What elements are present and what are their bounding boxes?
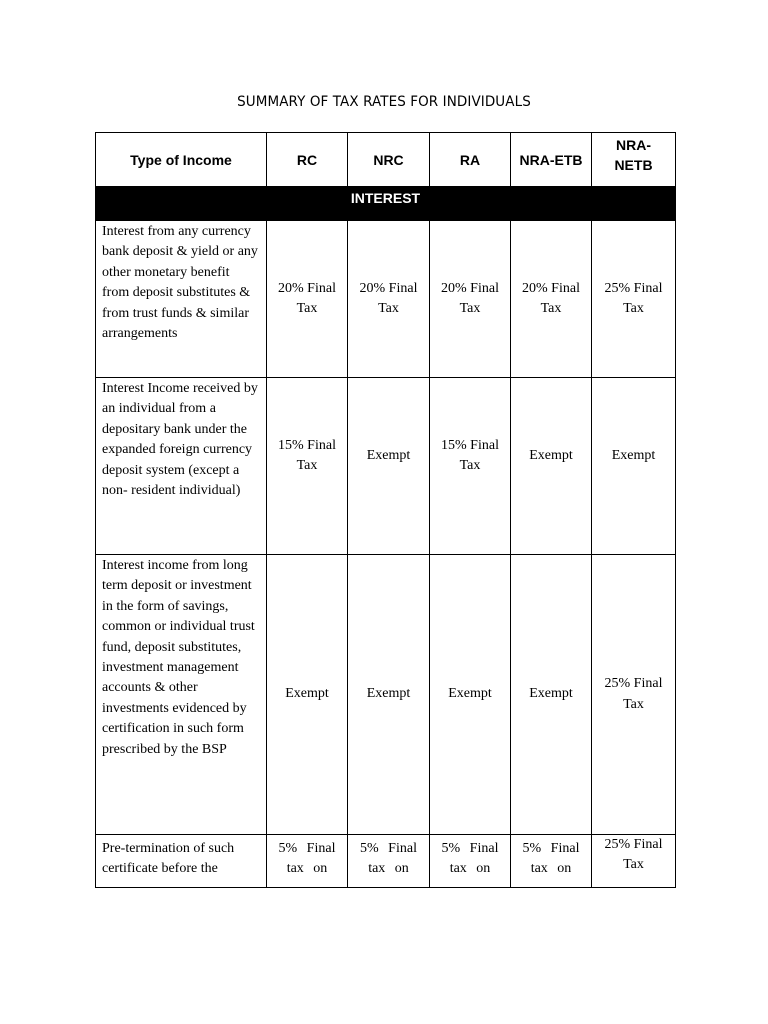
rate-value: Exempt xyxy=(285,686,329,702)
rate-cell-nra-netb xyxy=(592,555,676,835)
rate-value: Exempt xyxy=(448,686,492,702)
rate-value: 20% Final Tax xyxy=(278,280,336,316)
rate-cell-nra-netb xyxy=(592,835,676,888)
rate-cell-rc xyxy=(267,221,348,378)
income-type-cell: Interest income from long term deposit or investment in the form of savings, common or individual trust fund, deposit substitutes, investment management accounts & other investments evidenced by certification in such form prescribed by the BSP xyxy=(96,555,267,835)
rate-value: Exempt xyxy=(366,447,411,463)
rate-value: 25% Final Tax xyxy=(604,837,663,873)
rate-cell-nrc xyxy=(348,378,430,555)
table-row xyxy=(96,835,676,888)
tax-rates-table xyxy=(95,132,676,888)
rate-cell-ra xyxy=(430,221,511,378)
rate-cell-nra-etb xyxy=(511,835,592,888)
section-label-interest: INTEREST xyxy=(96,187,676,221)
income-type-cell: Interest Income received by an individual from a depositary bank under the expanded foreign currency deposit system (except a non- resident individual) xyxy=(96,378,267,555)
rate-value: 20% Final Tax xyxy=(441,280,499,316)
rate-value: 20% Final Tax xyxy=(522,280,580,316)
header-nra-netb-cell xyxy=(592,133,676,187)
header-nra-netb: NRA- NETB xyxy=(614,136,653,173)
table-row xyxy=(96,555,676,835)
rate-value: Exempt xyxy=(529,686,573,702)
rate-cell-nrc xyxy=(348,835,430,888)
rate-value: Exempt xyxy=(611,447,656,463)
page-title: SUMMARY OF TAX RATES FOR INDIVIDUALS xyxy=(237,94,531,110)
rate-value: 15% Final Tax xyxy=(278,437,336,473)
rate-value: 5% Final tax on xyxy=(360,841,417,877)
rate-cell-nrc xyxy=(348,221,430,378)
header-type-of-income: Type of Income xyxy=(96,133,267,187)
rate-cell-nrc xyxy=(348,555,430,835)
rate-value: 15% Final Tax xyxy=(441,437,499,473)
rate-cell-ra xyxy=(430,378,511,555)
income-type-cell: Interest from any currency bank deposit & yield or any other monetary benefit from deposit substitutes & from trust funds & similar arrangements xyxy=(96,221,267,378)
header-ra: RA xyxy=(430,133,511,187)
rate-cell-nra-etb xyxy=(511,378,592,555)
header-nra-etb: NRA-ETB xyxy=(511,133,592,187)
header-rc: RC xyxy=(267,133,348,187)
rate-value: Exempt xyxy=(529,447,573,463)
header-nrc: NRC xyxy=(348,133,430,187)
income-type-cell: Pre-termination of such certificate before the xyxy=(96,835,267,888)
table-row xyxy=(96,221,676,378)
rate-cell-nra-netb xyxy=(592,221,676,378)
rate-cell-nra-etb xyxy=(511,555,592,835)
table-header-row xyxy=(96,133,676,187)
rate-cell-rc xyxy=(267,378,348,555)
rate-value: 25% Final Tax xyxy=(604,676,663,712)
rate-value: 25% Final Tax xyxy=(604,280,663,316)
rate-value: 20% Final Tax xyxy=(359,280,418,316)
rate-cell-ra xyxy=(430,555,511,835)
rate-value: 5% Final tax on xyxy=(441,841,499,877)
rate-cell-ra xyxy=(430,835,511,888)
rate-cell-nra-etb xyxy=(511,221,592,378)
rate-cell-nra-netb xyxy=(592,378,676,555)
rate-value: Exempt xyxy=(366,686,411,702)
rate-value: 5% Final tax on xyxy=(278,841,336,877)
section-row xyxy=(96,187,676,221)
table-row xyxy=(96,378,676,555)
rate-cell-rc xyxy=(267,555,348,835)
rate-value: 5% Final tax on xyxy=(522,841,580,877)
rate-cell-rc xyxy=(267,835,348,888)
